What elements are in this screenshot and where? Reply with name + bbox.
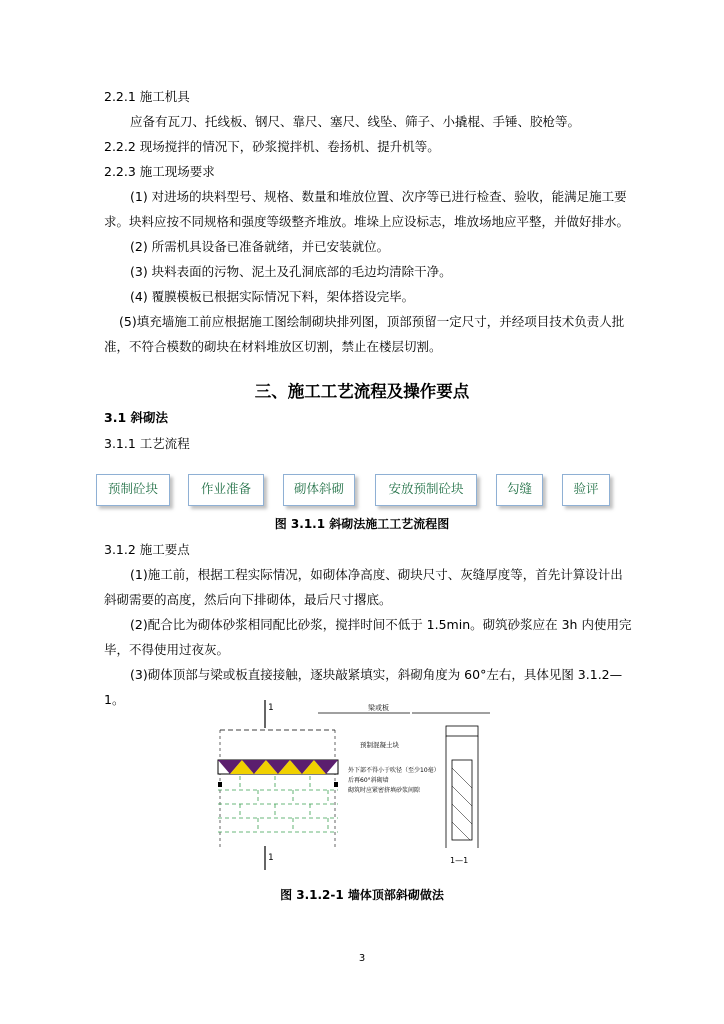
section-1-1 xyxy=(412,713,490,865)
requirement-5-line-1: (5)填充墙施工前应根据施工图绘制砌块排列图，顶部预留一定尺寸，并经项目技术负责人批 xyxy=(119,314,625,329)
section-3-1-2-title: 3.1.2 施工要点 xyxy=(104,542,190,557)
flow-step-pointing: 勾缝 xyxy=(496,474,543,506)
point-2-line-1: (2)配合比为砌体砂浆相同配比砂浆，搅拌时间不低于 1.5min。砌筑砂浆应在 3h 内使用完 xyxy=(130,617,632,632)
section-3-1-1-title: 3.1.1 工艺流程 xyxy=(104,436,190,451)
label-section-1-1: 1—1 xyxy=(450,856,469,865)
flow-chart-caption: 图 3.1.1 斜砌法施工工艺流程图 xyxy=(274,517,450,531)
label-beam: 梁或板 xyxy=(368,704,389,712)
figure-caption: 图 3.1.2-1 墙体顶部斜砌做法 xyxy=(280,888,444,902)
flow-step-place-precast-block: 安放预制砼块 xyxy=(375,474,477,506)
flow-step-precast-block: 预制砼块 xyxy=(96,474,170,506)
requirement-4: (4) 覆膜模板已根据实际情况下料，架体搭设完毕。 xyxy=(130,289,415,304)
section-mark-top: 1 xyxy=(268,703,274,713)
requirement-1-line-2: 求。块料应按不同规格和强度等级整齐堆放。堆垛上应设标志，堆放场地应平整，并做好排水。 xyxy=(104,214,630,229)
section-2-2-1-body: 应备有瓦刀、托线板、钢尺、靠尺、塞尺、线坠、筛子、小撬棍、手锤、胶枪等。 xyxy=(130,114,581,129)
page-number: 3 xyxy=(358,953,366,964)
label-note-3: 砌筑时应紧密挤填砂浆间隙 xyxy=(348,787,421,794)
section-2-2-3-title: 2.2.3 施工现场要求 xyxy=(104,164,215,179)
requirement-5-line-2: 准，不符合模数的砌块在材料堆放区切割，禁止在楼层切割。 xyxy=(104,339,442,354)
figure-annotations xyxy=(318,703,440,794)
label-note-2: 后再60°斜砌墙 xyxy=(348,777,389,784)
label-precast-block: 预制混凝土块 xyxy=(360,741,399,749)
requirement-2: (2) 所需机具设备已准备就绪，并已安装就位。 xyxy=(130,239,390,254)
section-mark-bottom: 1 xyxy=(268,853,274,863)
section-3-1-title: 3.1 斜砌法 xyxy=(104,410,168,425)
chapter-heading: 三、施工工艺流程及操作要点 xyxy=(254,382,470,401)
section-2-2-2: 2.2.2 现场搅拌的情况下，砂浆搅拌机、卷扬机、提升机等。 xyxy=(104,139,440,154)
point-2-line-2: 毕，不得使用过夜灰。 xyxy=(104,642,230,657)
point-1-line-2: 斜砌需要的高度，然后向下排砌体，最后尺寸撂底。 xyxy=(104,592,392,607)
requirement-3: (3) 块料表面的污物、泥土及孔洞底部的毛边均清除干净。 xyxy=(130,264,452,279)
point-3-line-2: 1。 xyxy=(104,692,125,707)
flow-step-acceptance: 验评 xyxy=(562,474,610,506)
wall-top-diagonal-masonry-figure xyxy=(210,698,500,876)
section-2-2-1-title: 2.2.1 施工机具 xyxy=(104,89,190,104)
flow-step-diagonal-masonry: 砌体斜砌 xyxy=(283,474,355,506)
wall-elevation xyxy=(218,700,338,870)
label-note-1: 外下部不得小于吹径（至少10毫） xyxy=(348,767,440,774)
flow-step-preparation: 作业准备 xyxy=(188,474,264,506)
point-3-line-1: (3)砌体顶部与梁或板直接接触，逐块敲紧填实，斜砌角度为 60°左右，具体见图 3.1.2— xyxy=(130,667,623,682)
point-1-line-1: (1)施工前，根据工程实际情况，如砌体净高度、砌块尺寸、灰缝厚度等，首先计算设计出 xyxy=(130,567,623,582)
brick-courses xyxy=(218,776,338,832)
requirement-1-line-1: (1) 对进场的块料型号、规格、数量和堆放位置、次序等已进行检查、验收，能满足施工要 xyxy=(130,189,627,204)
precast-block-row xyxy=(218,760,338,774)
